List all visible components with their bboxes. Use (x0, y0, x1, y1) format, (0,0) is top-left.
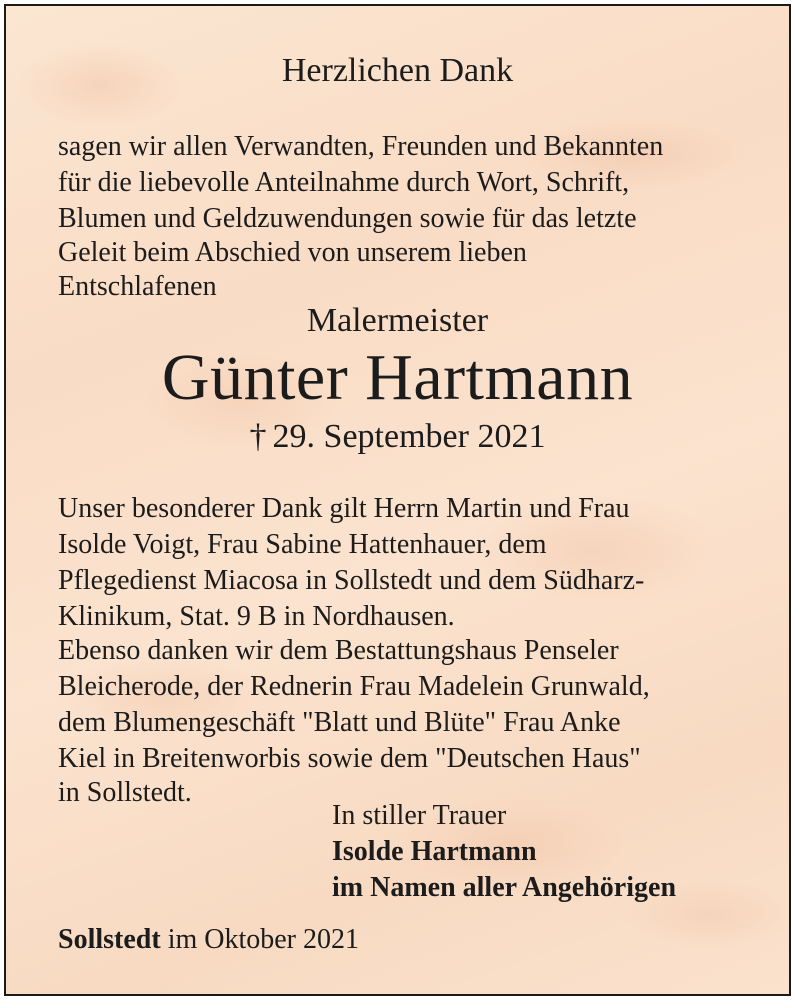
thanks-line-1: Unser besonderer Dank gilt Herrn Martin und Frau (58, 493, 630, 524)
thanks-line-9: in Sollstedt. (58, 777, 192, 808)
intro-line-5: Entschlafenen (58, 271, 217, 302)
signature-family: im Namen aller Angehörigen (332, 872, 677, 903)
thanks-line-6: Bleicherode, der Rednerin Frau Madelein Grunwald, (58, 671, 650, 702)
death-date-line (6, 418, 789, 456)
deceased-name: Günter Hartmann (161, 341, 634, 414)
thanks-line-3: Pflegedienst Miacosa in Sollstedt und dem Südharz- (58, 565, 645, 596)
thanks-line-2: Isolde Voigt, Frau Sabine Hattenhauer, dem (58, 529, 547, 560)
cross-icon: † (249, 418, 267, 455)
deceased-title: Malermeister (306, 302, 489, 339)
intro-line-1: sagen wir allen Verwandten, Freunden und Bekannten (58, 131, 664, 162)
obituary-card (4, 4, 791, 996)
heading: Herzlichen Dank (281, 52, 514, 89)
death-date: 29. September 2021 (272, 418, 546, 455)
footer-place: Sollstedt (58, 924, 161, 955)
signature-name: Isolde Hartmann (332, 836, 537, 867)
footer (58, 924, 359, 956)
thanks-line-8: Kiel in Breitenworbis sowie dem "Deutschen Haus" (58, 743, 641, 774)
thanks-line-4: Klinikum, Stat. 9 B in Nordhausen. (58, 601, 455, 632)
footer-date: im Oktober 2021 (167, 924, 359, 955)
signature-mourning: In stiller Trauer (332, 800, 507, 831)
intro-line-4: Geleit beim Abschied von unserem lieben (58, 237, 527, 268)
intro-line-2: für die liebevolle Anteilnahme durch Wort, Schrift, (58, 167, 630, 198)
intro-line-3: Blumen und Geldzuwendungen sowie für das letzte (58, 203, 637, 234)
thanks-line-5: Ebenso danken wir dem Bestattungshaus Penseler (58, 635, 619, 666)
thanks-line-7: dem Blumengeschäft "Blatt und Blüte" Frau Anke (58, 707, 621, 738)
